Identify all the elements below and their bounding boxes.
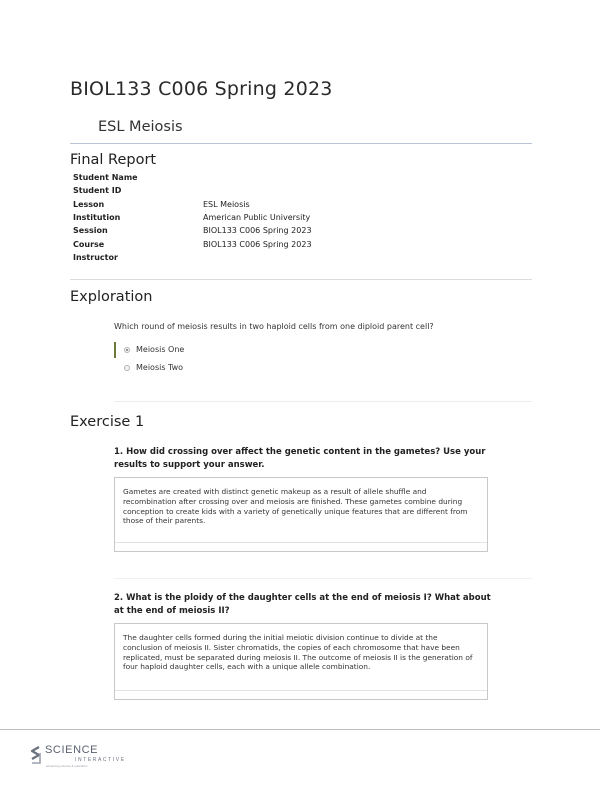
science-interactive-logo bbox=[28, 744, 138, 768]
exploration-divider bbox=[114, 401, 532, 402]
option-label: Meiosis One bbox=[136, 345, 185, 354]
footer-divider bbox=[0, 729, 600, 730]
lab-title-divider bbox=[70, 143, 532, 144]
exploration-question: Which round of meiosis results in two haploid cells from one diploid parent cell? bbox=[114, 322, 434, 331]
exercise-question-2: 2. What is the ploidy of the daughter cells at the end of meiosis I? What about at the end of meiosis II? bbox=[114, 593, 491, 616]
student-name-label: Student Name bbox=[73, 173, 138, 182]
answer-box-2[interactable] bbox=[114, 623, 488, 700]
exercise-heading: Exercise 1 bbox=[70, 414, 145, 430]
report-divider bbox=[70, 279, 532, 280]
lesson-value: ESL Meiosis bbox=[203, 200, 250, 209]
radio-selected-icon[interactable] bbox=[124, 347, 130, 353]
course-label: Course bbox=[73, 240, 105, 249]
logo-wordmark: SCIENCE bbox=[45, 744, 99, 756]
lesson-label: Lesson bbox=[73, 200, 105, 209]
student-id-label: Student ID bbox=[73, 186, 122, 195]
course-value: BIOL133 C006 Spring 2023 bbox=[203, 240, 312, 249]
session-label: Session bbox=[73, 226, 108, 235]
instructor-label: Instructor bbox=[73, 253, 118, 262]
radio-unselected-icon[interactable] bbox=[124, 365, 130, 371]
logo-s-icon bbox=[28, 745, 44, 765]
exploration-heading: Exploration bbox=[70, 289, 153, 305]
question-divider bbox=[114, 578, 532, 579]
answer-text-2: The daughter cells formed during the initial meiotic division continue to divide at the conclusion of meiosis II. Sister chromatids, the copies of each chromosome that have been replicated, must be separated during meiosis II. The outcome of meiosis II is the generation of four haploid daughter cells, each with a unique allele combination. bbox=[123, 633, 473, 672]
option-label: Meiosis Two bbox=[136, 363, 184, 372]
logo-tagline: advancing science & education bbox=[46, 764, 88, 768]
institution-label: Institution bbox=[73, 213, 121, 222]
exercise-question-1: 1. How did crossing over affect the genetic content in the gametes? Use your results to support your answer. bbox=[114, 447, 486, 470]
answer-text-1: Gametes are created with distinct genetic makeup as a result of allele shuffle and recombination after crossing over and meiosis are finished. These gametes combine during conception to create kids with a variety of genetically unique features that are different from those of their parents. bbox=[123, 487, 468, 526]
session-value: BIOL133 C006 Spring 2023 bbox=[203, 226, 312, 235]
course-title: BIOL133 C006 Spring 2023 bbox=[70, 78, 333, 100]
selected-answer-indicator bbox=[114, 342, 116, 358]
institution-value: American Public University bbox=[203, 213, 311, 222]
answer-box-1[interactable] bbox=[114, 477, 488, 552]
final-report-heading: Final Report bbox=[70, 152, 157, 168]
answer-box-footer bbox=[115, 690, 487, 691]
answer-box-footer bbox=[115, 542, 487, 543]
logo-subtitle: INTERACTIVE bbox=[75, 757, 126, 763]
lab-title: ESL Meiosis bbox=[98, 119, 183, 135]
